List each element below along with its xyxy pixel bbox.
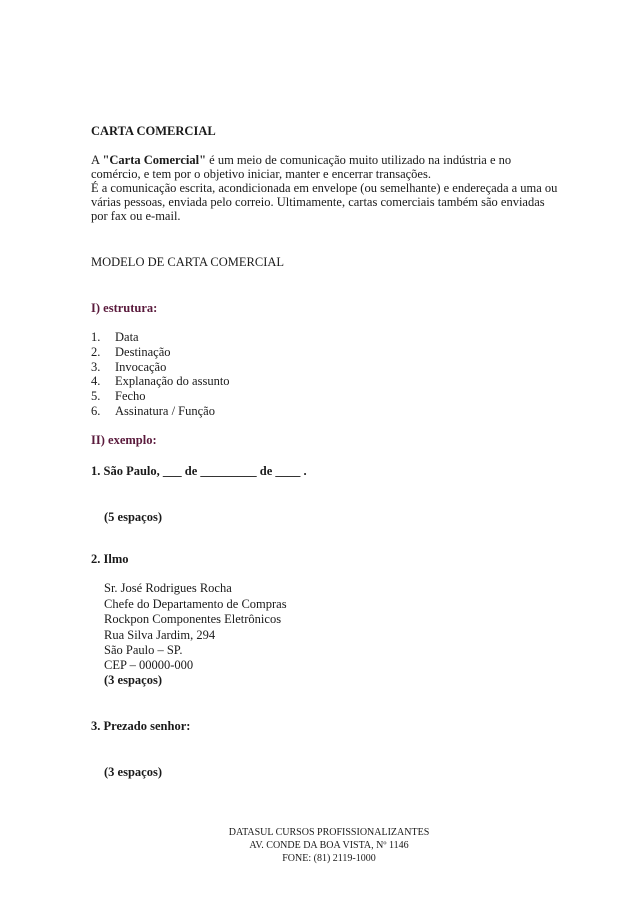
example-salutation-title: 2. Ilmo bbox=[91, 552, 129, 566]
model-heading: MODELO DE CARTA COMERCIAL bbox=[91, 255, 285, 269]
intro-line-1 bbox=[91, 153, 511, 167]
page-title: CARTA COMERCIAL bbox=[91, 124, 216, 138]
intro-line-4: várias pessoas, enviada pelo correio. Ultimamente, cartas comerciais também são enviadas bbox=[91, 195, 545, 209]
footer-phone: FONE: (81) 2119-1000 bbox=[282, 853, 376, 864]
list-item-number: 1. bbox=[91, 330, 101, 344]
intro-bold-term: "Carta Comercial" bbox=[102, 153, 207, 167]
address-line: Rockpon Componentes Eletrônicos bbox=[104, 612, 282, 626]
list-item-number: 6. bbox=[91, 404, 101, 418]
footer-address: AV. CONDE DA BOA VISTA, Nº 1146 bbox=[249, 840, 409, 851]
list-item-number: 4. bbox=[91, 374, 101, 388]
list-item-label: Fecho bbox=[115, 389, 146, 403]
intro-line-5: por fax ou e-mail. bbox=[91, 209, 181, 223]
list-item-label: Data bbox=[115, 330, 139, 344]
list-item-number: 2. bbox=[91, 345, 101, 359]
list-item-label: Explanação do assunto bbox=[115, 374, 230, 388]
address-line: CEP – 00000-000 bbox=[104, 658, 194, 672]
intro-line-1-rest: é um meio de comunicação muito utilizado na indústria e no bbox=[206, 153, 512, 167]
address-line: Sr. José Rodrigues Rocha bbox=[104, 581, 232, 595]
structure-heading: I) estrutura: bbox=[91, 301, 158, 315]
list-item-number: 5. bbox=[91, 389, 101, 403]
example-spacing-note: (3 espaços) bbox=[104, 673, 162, 687]
example-spacing-note: (3 espaços) bbox=[104, 765, 162, 779]
example-heading: II) exemplo: bbox=[91, 433, 157, 447]
list-item-label: Assinatura / Função bbox=[115, 404, 215, 418]
example-spacing-note: (5 espaços) bbox=[104, 510, 162, 524]
footer-company: DATASUL CURSOS PROFISSIONALIZANTES bbox=[228, 827, 430, 838]
list-item-label: Invocação bbox=[115, 360, 167, 374]
address-line: São Paulo – SP. bbox=[104, 643, 183, 657]
list-item-number: 3. bbox=[91, 360, 101, 374]
example-greeting: 3. Prezado senhor: bbox=[91, 719, 191, 733]
address-line: Rua Silva Jardim, 294 bbox=[104, 628, 216, 642]
example-date-line: 1. São Paulo, ___ de _________ de ____ . bbox=[91, 464, 307, 478]
address-line: Chefe do Departamento de Compras bbox=[104, 597, 287, 611]
list-item-label: Destinação bbox=[115, 345, 171, 359]
intro-line-2: comércio, e tem por o objetivo iniciar, manter e encerrar transações. bbox=[91, 167, 431, 181]
intro-line-3: É a comunicação escrita, acondicionada em envelope (ou semelhante) e endereçada a uma ou bbox=[91, 181, 558, 195]
intro-prefix: A bbox=[91, 153, 103, 167]
